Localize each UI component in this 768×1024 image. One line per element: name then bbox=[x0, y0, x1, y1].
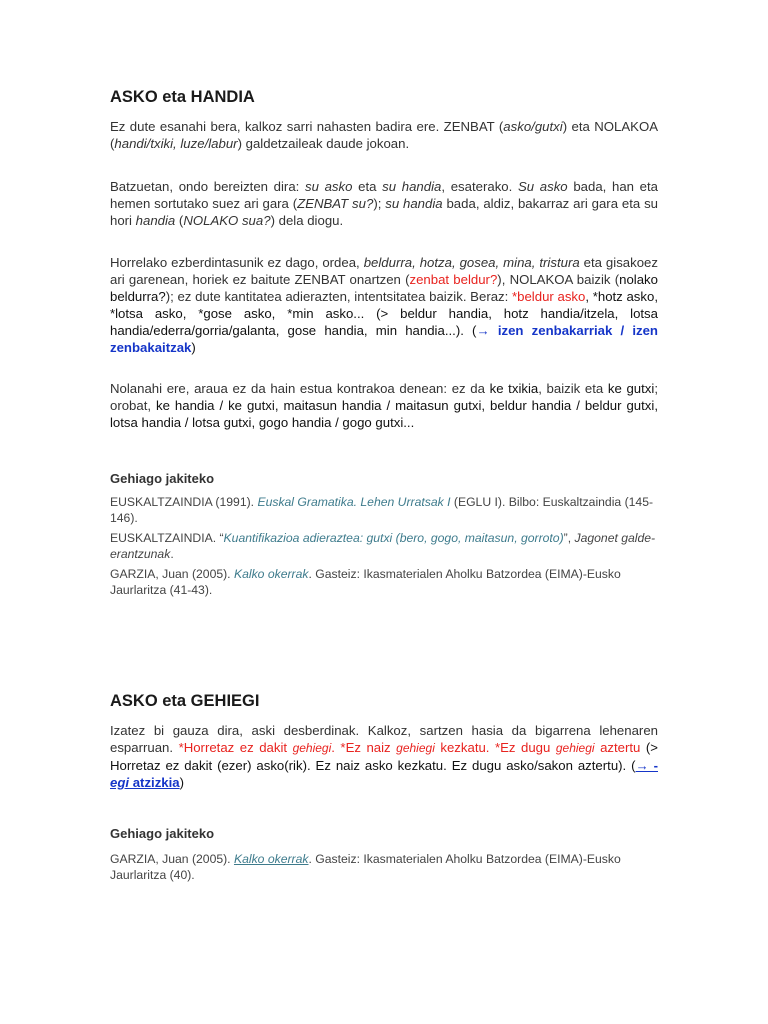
section-asko-handia bbox=[110, 88, 658, 107]
section-title: ASKO eta HANDIA bbox=[110, 88, 255, 106]
reference-1: EUSKALTZAINDIA (1991). Euskal Gramatika. Lehen Urratsak I (EGLU I). Bilbo: Euskaltzaindia (145-146). bbox=[110, 495, 654, 525]
section-asko-gehiegi bbox=[110, 692, 658, 711]
reference-title-link[interactable]: Kalko okerrak bbox=[233, 852, 309, 866]
more-info-heading: Gehiago jakiteko bbox=[110, 471, 215, 486]
more-info-heading: Gehiago jakiteko bbox=[110, 826, 215, 841]
section-title: ASKO eta GEHIEGI bbox=[110, 692, 260, 710]
paragraph-3: Horrelako ezberdintasunik ez dago, ordea, beldurra, hotza, gosea, mina, tristura eta gisakoez ari garenean, horiek ez baitute ZENBAT onartzen (zenbat beldur?), NOLAKOA baizik (nolako beldurra?); ez dute kantitatea adierazten, intentsitatea baizik. Beraz: *beldur asko, *hotz asko, *lotsa asko, *gose asko, *min asko... (> beldur handia, hotz handia/itzela, lotsa handia/ederra/gorria/galanta, gose handia, min handia...). (→ izen zenbakarriak / izen zenbakaitzak) bbox=[110, 255, 658, 355]
paragraph-2: Batzuetan, ondo bereizten dira: su asko eta su handia, esaterako. Su asko bada, han eta hemen sortutako suez ari gara (ZENBAT su?); su handia bada, aldiz, bakarraz ari gara eta su hori handia (NOLAKO sua?) dela diogu. bbox=[110, 179, 659, 228]
reference-title-link[interactable]: Euskal Gramatika. Lehen Urratsak I bbox=[257, 495, 451, 509]
error-example: zenbat beldur? bbox=[409, 272, 498, 287]
paragraph-5: Izatez bi gauza dira, aski desberdinak. Kalkoz, sartzen hasia da bigarrena lehenaren esparruan. *Horretaz ez dakit gehiegi. *Ez naiz gehiegi kezkatu. *Ez dugu gehiegi aztertu (> Horretaz ez dakit (ezer) asko(rik). Ez naiz asko kezkatu. Ez dugu asko/sakon aztertu). (→ -egi atzizkia) bbox=[110, 723, 658, 790]
reference-title-link[interactable]: Kuantifikazioa adieraztea: gutxi (bero, gogo, maitasun, gorroto) bbox=[223, 531, 564, 545]
cross-reference-link[interactable]: → -egi atzizkia bbox=[110, 758, 658, 790]
reference-title-link[interactable]: Kalko okerrak bbox=[233, 567, 309, 581]
reference-2: EUSKALTZAINDIA. “Kuantifikazioa adieraztea: gutxi (bero, gogo, maitasun, gorroto)”, Jagonet galde-erantzunak. bbox=[110, 531, 656, 561]
error-example: *beldur asko bbox=[512, 289, 586, 304]
paragraph-4: Nolanahi ere, araua ez da hain estua kontrakoa denean: ez da ke txikia, baizik eta ke gutxi; orobat, ke handia / ke gutxi, maitasun handia / maitasun gutxi, beldur handia / beldur gutxi, lotsa handia / lotsa gutxi, gogo handia / gogo gutxi... bbox=[110, 381, 658, 430]
cross-reference-link[interactable]: → izen zenbakarriak / izen zenbakaitzak bbox=[110, 323, 658, 355]
reference-4: GARZIA, Juan (2005). Kalko okerrak. Gasteiz: Ikasmaterialen Aholku Batzordea (EIMA)-Eusko Jaurlaritza (40). bbox=[110, 852, 621, 882]
reference-3: GARZIA, Juan (2005). Kalko okerrak. Gasteiz: Ikasmaterialen Aholku Batzordea (EIMA)-Eusko Jaurlaritza (41-43). bbox=[110, 567, 621, 597]
error-example: *Horretaz ez dakit gehiegi. *Ez naiz gehiegi kezkatu. *Ez dugu gehiegi aztertu bbox=[178, 740, 641, 755]
paragraph-1: Ez dute esanahi bera, kalkoz sarri nahasten badira ere. ZENBAT (asko/gutxi) eta NOLAKOA (handi/txiki, luze/labur) galdetzaileak daude jokoan. bbox=[110, 119, 658, 151]
